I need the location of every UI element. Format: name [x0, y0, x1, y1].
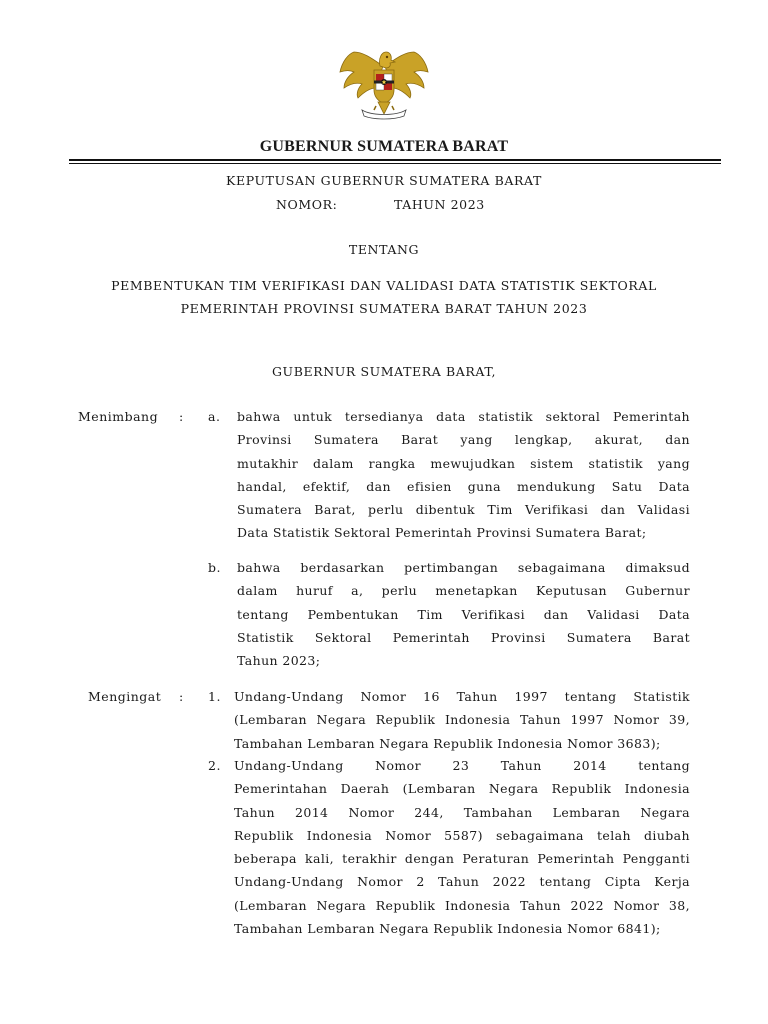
text-line: Provinsi Sumatera Barat yang lengkap, akurat, dan: [237, 432, 690, 448]
text-line: bahwa berdasarkan pertimbangan sebagaimana dimaksud: [237, 560, 690, 575]
text-line: handal, efektif, dan efisien guna mendukung Satu Data: [237, 478, 690, 494]
text-line: Data Statistik Sektoral Pemerintah Provinsi Sumatera Barat;: [237, 525, 647, 541]
text-line: Tambahan Lembaran Negara Republik Indonesia Nomor 3683);: [234, 735, 661, 751]
mengingat-1-marker: 1.: [208, 689, 221, 704]
text-line: Tambahan Lembaran Negara Republik Indonesia Nomor 6841);: [234, 921, 661, 937]
header-rule-thin: [69, 163, 721, 164]
text-line: Undang-Undang Nomor 16 Tahun 1997 tentang Statistik: [234, 689, 690, 704]
garuda-emblem-icon: [336, 44, 432, 124]
header-rule-thick: [69, 159, 721, 161]
text-line: beberapa kali, terakhir dengan Peraturan Pemerintah Pengganti: [234, 851, 690, 867]
text-line: Tahun 2023;: [237, 653, 321, 669]
text-line: dalam huruf a, perlu menetapkan Keputusan Gubernur: [237, 583, 690, 599]
text-line: mutakhir dalam rangka mewujudkan sistem statistik yang: [237, 455, 690, 471]
mengingat-2-marker: 2.: [208, 758, 221, 773]
menimbang-a-marker: a.: [208, 409, 221, 424]
menimbang-colon: :: [179, 409, 184, 424]
decree-type: KEPUTUSAN GUBERNUR SUMATERA BARAT: [226, 173, 542, 188]
mengingat-2-text: [234, 754, 690, 940]
text-line: bahwa untuk tersedianya data statistik sektoral Pemerintah: [237, 409, 690, 424]
text-line: Sumatera Barat, perlu dibentuk Tim Verifikasi dan Validasi: [237, 502, 690, 518]
text-line: Pemerintahan Daerah (Lembaran Negara Republik Indonesia: [234, 781, 690, 797]
text-line: tentang Pembentukan Tim Verifikasi dan Validasi Data: [237, 606, 690, 622]
mengingat-1-text: [234, 685, 690, 755]
decree-number-label: NOMOR:: [276, 197, 338, 212]
text-line: Statistik Sektoral Pemerintah Provinsi Sumatera Barat: [237, 629, 690, 645]
text-line: (Lembaran Negara Republik Indonesia Tahun 2022 Nomor 38,: [234, 897, 690, 913]
text-line: (Lembaran Negara Republik Indonesia Tahun 1997 Nomor 39,: [234, 712, 690, 728]
mengingat-label: Mengingat: [88, 689, 162, 704]
subject-line-1: PEMBENTUKAN TIM VERIFIKASI DAN VALIDASI DATA STATISTIK SEKTORAL: [111, 278, 657, 293]
mengingat-colon: :: [179, 689, 184, 704]
text-line: Tahun 2014 Nomor 244, Tambahan Lembaran Negara: [234, 804, 690, 820]
subject-line-2: PEMERINTAH PROVINSI SUMATERA BARAT TAHUN 2023: [180, 301, 588, 316]
tentang-heading: TENTANG: [348, 242, 420, 257]
menimbang-b-marker: b.: [208, 560, 221, 575]
text-line: Undang-Undang Nomor 2 Tahun 2022 tentang Cipta Kerja: [234, 874, 690, 890]
menimbang-a-text: [237, 405, 690, 545]
menimbang-label: Menimbang: [78, 409, 159, 424]
issuer-line: GUBERNUR SUMATERA BARAT,: [271, 364, 497, 379]
governor-title: GUBERNUR SUMATERA BARAT: [259, 138, 509, 155]
decree-year: TAHUN 2023: [394, 197, 485, 212]
menimbang-b-text: [237, 556, 690, 672]
text-line: Undang-Undang Nomor 23 Tahun 2014 tentang: [234, 758, 690, 773]
text-line: Republik Indonesia Nomor 5587) sebagaimana telah diubah: [234, 827, 690, 843]
